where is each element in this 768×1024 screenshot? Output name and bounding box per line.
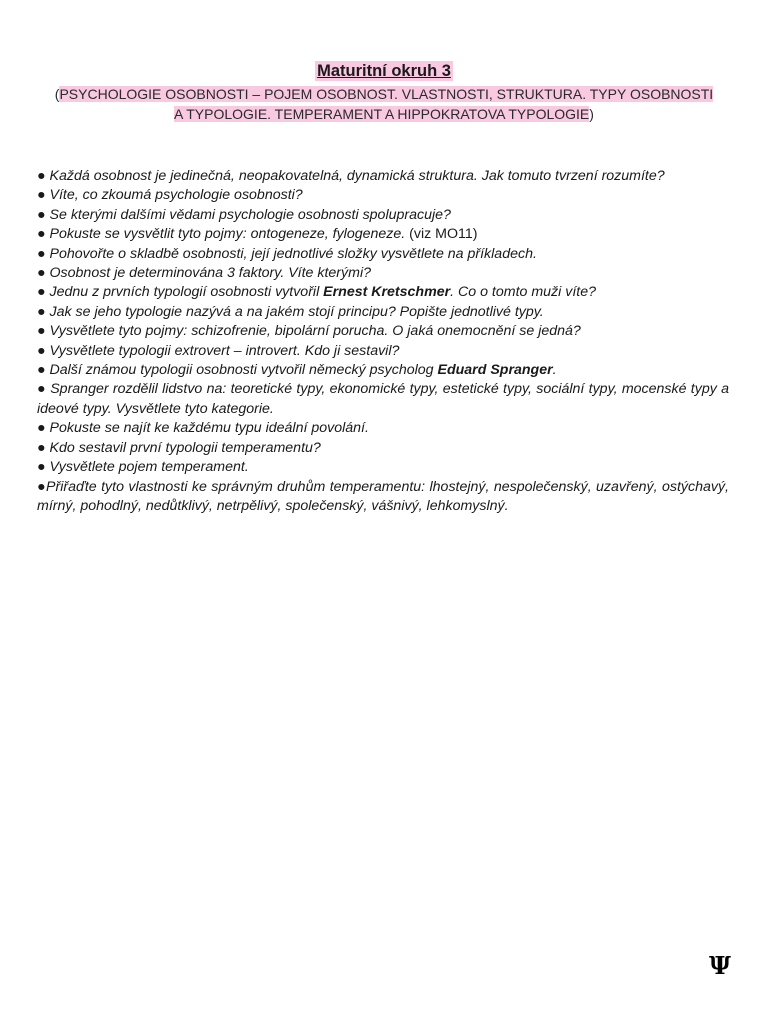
question-item	[37, 478, 729, 517]
question-text: Víte, co zkoumá psychologie osobnosti?	[45, 187, 303, 204]
question-text: Pokuste se najít ke každému typu ideální povolání.	[45, 420, 369, 437]
question-text: Pohovořte o skladbě osobnosti, její jednotlivé složky vysvětlete na příkladech.	[45, 245, 537, 262]
psi-symbol-icon: Ψ	[709, 951, 731, 980]
bullet-icon: ●	[37, 265, 46, 282]
question-item	[37, 439, 729, 458]
bullet-icon: ●	[37, 420, 46, 437]
bullet-icon: ●	[37, 303, 46, 320]
question-item	[37, 186, 729, 205]
question-text: Jak se jeho typologie nazývá a na jakém stojí principu? Popište jednotlivé typy.	[45, 303, 544, 320]
bullet-icon: ●	[37, 323, 46, 340]
question-item	[37, 380, 729, 419]
subtitle-text: PSYCHOLOGIE OSOBNOSTI – POJEM OSOBNOST. VLASTNOSTI, STRUKTURA. TYPY OSOBNOSTI A TYPOLOGIE. TEMPERAMENT A HIPPOKRATOVA TYPOLOGIE	[59, 86, 714, 122]
question-text: Pokuste se vysvětlit tyto pojmy: ontogeneze, fylogeneze.	[45, 226, 406, 243]
question-text: Osobnost je determinována 3 faktory. Víte kterými?	[45, 265, 371, 282]
question-text: Další známou typologii osobnosti vytvořil německý psycholog	[45, 362, 438, 379]
bullet-icon: ●	[37, 168, 46, 184]
question-item	[37, 419, 729, 438]
question-text: Vysvětlete pojem temperament.	[45, 459, 249, 476]
bullet-icon: ●	[37, 342, 46, 359]
question-bold-name: Eduard Spranger	[437, 362, 553, 379]
question-item	[37, 283, 729, 302]
bullet-icon: ●	[37, 459, 46, 476]
question-text: Každá osobnost je jedinečná, neopakovatelná, dynamická struktura. Jak tomuto tvrzení rozumíte?	[45, 168, 665, 184]
bullet-icon: ●	[37, 381, 46, 398]
question-text-after: .	[552, 362, 557, 379]
question-text: Se kterými dalšími vědami psychologie osobnosti spolupracuje?	[45, 206, 451, 223]
question-item	[37, 458, 729, 477]
question-item	[37, 342, 729, 361]
question-note: (viz MO11)	[405, 226, 478, 243]
question-text-after: . Co o tomto muži víte?	[450, 284, 597, 301]
question-list	[37, 167, 729, 516]
bullet-icon: ●	[37, 284, 46, 301]
question-text: Vysvětlete tyto pojmy: schizofrenie, bipolární porucha. O jaká onemocnění se jedná?	[45, 323, 581, 340]
question-item	[37, 322, 729, 341]
subtitle-open-paren: (	[54, 86, 60, 102]
question-item	[37, 245, 729, 264]
bullet-icon: ●	[37, 362, 46, 379]
question-text: Vysvětlete typologii extrovert – introvert. Kdo ji sestavil?	[45, 342, 400, 359]
question-item	[37, 303, 729, 322]
title-wrap	[0, 61, 768, 81]
bullet-icon: ●	[37, 226, 46, 243]
question-item	[37, 167, 729, 186]
question-text: Přiřaďte tyto vlastnosti ke správným druhům temperamentu: lhostejný, nespolečenský, uzavřený, ostýchavý, mírný, pohodlný, nedůtklivý, netrpělivý, společenský, vášnivý, lehkomyslný.	[37, 478, 729, 514]
question-item	[37, 264, 729, 283]
question-text: Kdo sestavil první typologii temperamentu?	[45, 439, 321, 456]
question-bold-name: Ernest Kretschmer	[323, 284, 451, 301]
page-subtitle	[52, 84, 716, 124]
question-text: Jednu z prvních typologií osobnosti vytvořil	[45, 284, 324, 301]
bullet-icon: ●	[37, 187, 46, 204]
bullet-icon: ●	[37, 245, 46, 262]
question-text: Spranger rozdělil lidstvo na: teoretické typy, ekonomické typy, estetické typy, sociální typy, mocenské typy a ideové typy. Vysvětlete tyto kategorie.	[37, 381, 729, 417]
bullet-icon: ●	[37, 206, 46, 223]
bullet-icon: ●	[37, 439, 46, 456]
question-item	[37, 206, 729, 225]
page-title: Maturitní okruh 3	[317, 62, 451, 80]
subtitle-close-paren: )	[589, 106, 594, 122]
bullet-icon: ●	[37, 478, 47, 495]
question-item	[37, 225, 729, 244]
question-item	[37, 361, 729, 380]
